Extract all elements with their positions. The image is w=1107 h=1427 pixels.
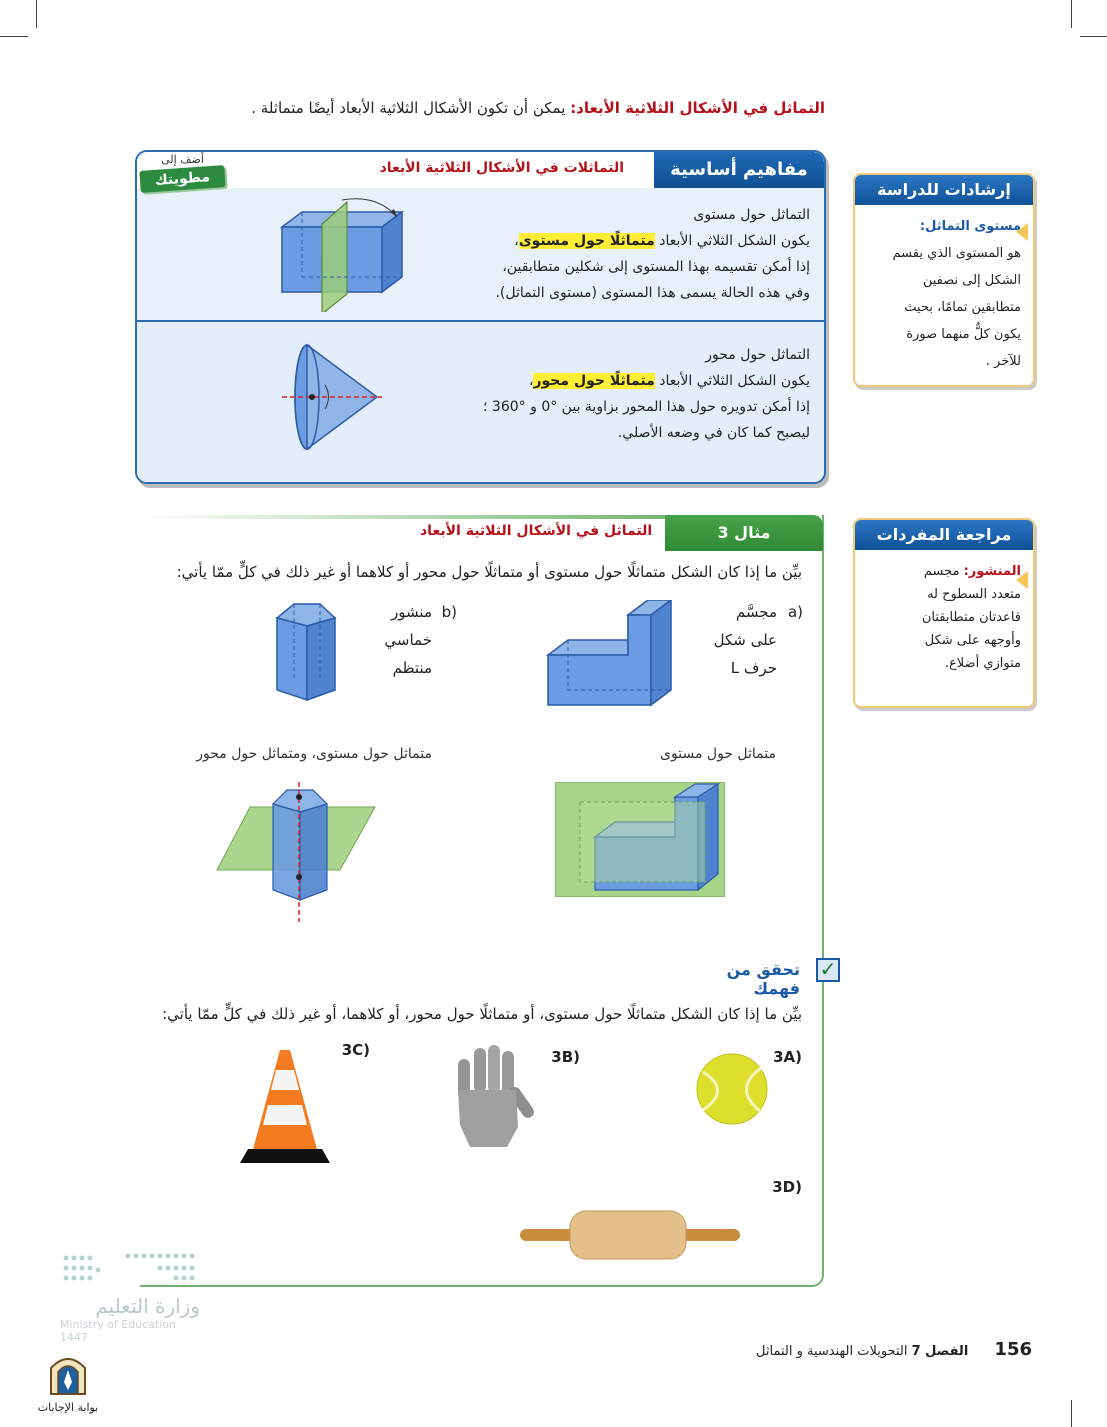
axis-symmetry-text xyxy=(410,342,810,446)
answer-b: متماثل حول مستوى، ومتماثل حول محور xyxy=(196,746,432,762)
study-tip-body xyxy=(855,205,1033,383)
example-top-line xyxy=(140,515,680,519)
key-concept-tab: مفاهيم أساسية xyxy=(654,152,824,188)
chapter-title: التحويلات الهندسية و التماثل xyxy=(756,1344,908,1359)
plane-heading: التماثل حول مستوى xyxy=(693,207,810,223)
vocab-line: متوازي أضلاع. xyxy=(944,656,1021,671)
study-tip-box xyxy=(853,173,1035,387)
vocab-line: متعدد السطوح له xyxy=(927,587,1021,602)
page-footer xyxy=(620,1339,1032,1360)
answers-portal-logo xyxy=(28,1350,108,1414)
axis-line-3: ليصبح كما كان في وضعه الأصلي. xyxy=(617,425,810,441)
study-tip-term: مستوى التماثل: xyxy=(919,219,1021,234)
study-tip-line: للآخر . xyxy=(985,354,1021,369)
plane-symmetry-text xyxy=(410,202,810,306)
axis-highlight: متماثلًا حول محور xyxy=(533,373,655,389)
item-a-label: (a xyxy=(787,603,803,621)
ministry-name-en: Ministry of Education xyxy=(60,1318,177,1331)
vocab-pointer-icon xyxy=(1016,571,1028,589)
vocab-line: قاعدتان متطابقتان xyxy=(921,610,1021,625)
study-tip-line: يكون كلٌّ منهما صورة xyxy=(906,327,1021,342)
ministry-dots-icon xyxy=(60,1250,200,1290)
study-tip-header: إرشادات للدراسة xyxy=(855,175,1033,205)
check-understanding-header xyxy=(680,957,840,998)
study-tip-line: هو المستوى الذي يقسم xyxy=(892,246,1021,261)
vocab-term: المنشور: xyxy=(963,564,1021,579)
item-3d-label: (3D xyxy=(772,1178,802,1196)
item-b-text: منشور خماسي منتظم xyxy=(384,603,432,677)
crop-mark xyxy=(1080,36,1107,37)
item-3a-label: (3A xyxy=(773,1048,802,1066)
portal-name: بوابة الإجابات xyxy=(37,1401,99,1414)
chapter-number: الفصل 7 xyxy=(911,1344,969,1359)
rolling-pin-image xyxy=(520,1205,740,1265)
ministry-year: 1447 xyxy=(60,1331,88,1344)
study-tip-line: متطابقين تمامًا، بحيث xyxy=(904,300,1021,315)
example-title: التماثل في الأشكال الثلاثية الأبعاد xyxy=(420,523,653,539)
checkmark-icon: ✓ xyxy=(816,958,840,982)
axis-symmetry-cone-figure xyxy=(277,337,387,457)
portal-emblem-icon xyxy=(43,1350,93,1398)
vocab-review-body xyxy=(855,550,1033,683)
plane-line-1: يكون الشكل الثلاثي الأبعاد متماثلًا حول مستوى، xyxy=(514,233,810,249)
axis-line-2: إذا أمكن تدويره حول هذا المحور بزاوية بين °0 و °360 ؛ xyxy=(483,399,810,415)
l-shaped-solid-figure xyxy=(543,600,703,712)
vocab-review-header: مراجعة المفردات xyxy=(855,520,1033,550)
item-3c-label: (3C xyxy=(341,1041,370,1059)
axis-heading: التماثل حول محور xyxy=(705,347,810,363)
key-concept-title: التماثلات في الأشكال الثلاثية الأبعاد xyxy=(379,160,624,176)
crop-mark xyxy=(1071,0,1072,28)
example-tab: مثال 3 xyxy=(665,515,823,551)
axis-line-1: يكون الشكل الثلاثي الأبعاد متماثلًا حول محور، xyxy=(528,373,810,389)
prism-plane-axis-symmetry-figure xyxy=(215,782,380,922)
check-title: تحقق من فهمك xyxy=(726,960,800,998)
item-3b-label: (3B xyxy=(551,1048,580,1066)
page-number: 156 xyxy=(994,1339,1032,1360)
study-tip-line: الشكل إلى نصفين xyxy=(922,273,1021,288)
ministry-logo xyxy=(60,1250,200,1344)
crop-mark xyxy=(1071,1400,1072,1427)
crop-mark xyxy=(36,0,37,28)
plane-line-3: وفي هذه الحالة يسمى هذا المستوى (مستوى التماثل). xyxy=(495,285,810,301)
answer-a: متماثل حول مستوى xyxy=(660,746,776,762)
add-to-foldable xyxy=(140,153,225,211)
plane-line-2: إذا أمكن تقسيمه بهذا المستوى إلى شكلين متطابقين، xyxy=(502,259,810,275)
vocab-line: وأوجهه على شكل xyxy=(924,633,1021,648)
vocab-term-line: المنشور: مجسم xyxy=(923,564,1021,579)
plane-symmetry-figure xyxy=(272,192,412,312)
plane-highlight: متماثلًا حول مستوى xyxy=(518,233,655,249)
example-question: بيِّن ما إذا كان الشكل متماثلًا حول مستوى أو متماثلًا حول محور أو كلاهما أو غير ذلك في كلٍّ ممّا يأتي: xyxy=(176,563,802,581)
study-tip-pointer-icon xyxy=(1016,223,1028,241)
add-to-label: أضف إلى xyxy=(161,153,204,166)
intro-paragraph xyxy=(180,96,825,120)
crop-mark xyxy=(0,36,28,37)
ministry-name-ar: وزارة التعليم xyxy=(95,1294,200,1318)
pentagonal-prism-figure xyxy=(272,600,342,705)
vocab-review-box xyxy=(853,518,1035,708)
foldable-tag: مطويتك xyxy=(139,165,225,193)
l-solid-plane-symmetry-figure xyxy=(555,782,725,897)
item-a-text: مجسَّم على شكل حرف L xyxy=(713,603,777,677)
intro-text: يمكن أن تكون الأشكال الثلاثية الأبعاد أيضًا متماثلة . xyxy=(251,99,566,117)
key-concept-box xyxy=(135,150,826,484)
check-question: بيِّن ما إذا كان الشكل متماثلًا حول مستوى، أو متماثلًا حول محور، أو كلاهما، أو غير ذلك في كلٍّ ممّا يأتي: xyxy=(162,1005,802,1023)
glove-image xyxy=(452,1045,534,1150)
traffic-cone-image xyxy=(240,1045,330,1167)
item-b-label: (b xyxy=(441,603,457,621)
tennis-ball-image xyxy=(695,1052,770,1127)
intro-bold: التماثل في الأشكال الثلاثية الأبعاد: xyxy=(570,99,825,117)
